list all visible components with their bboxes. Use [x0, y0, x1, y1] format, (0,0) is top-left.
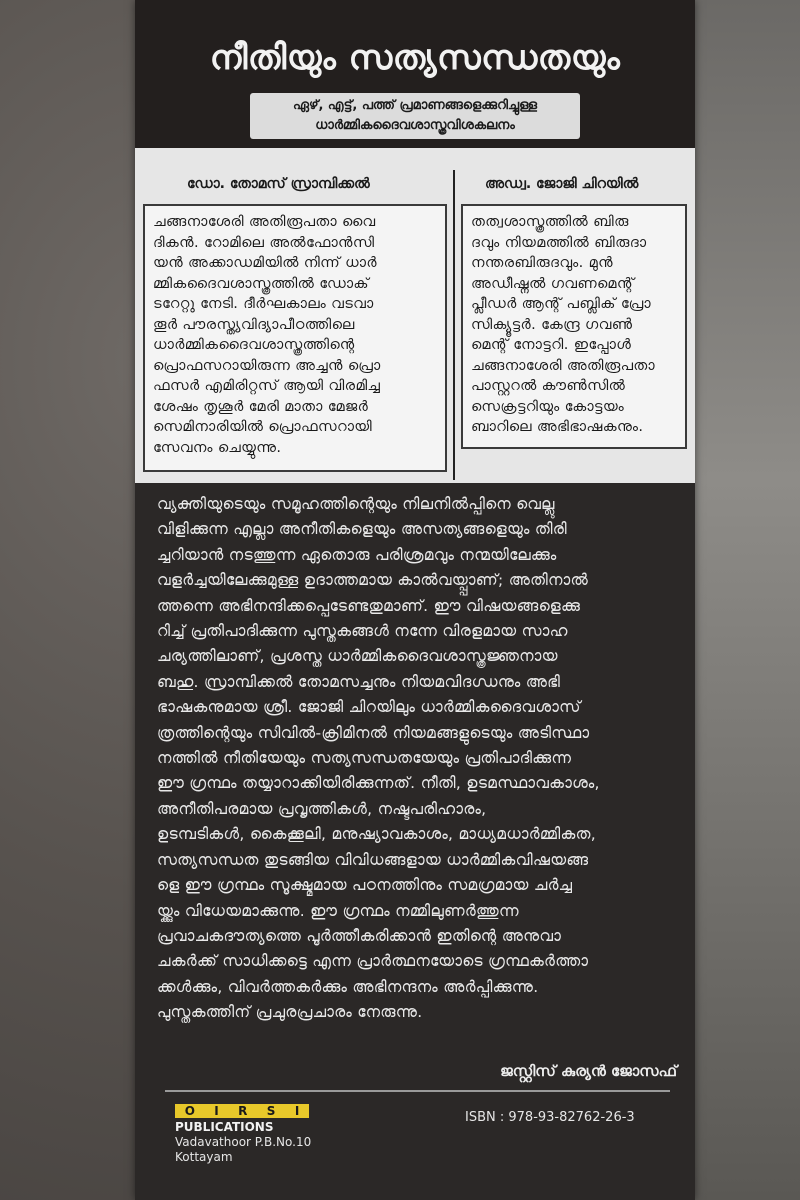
- cover-header: [135, 0, 695, 148]
- subtitle-line: ഏഴ്, എട്ട്, പത്ത് പ്രമാണങ്ങളെക്കുറിച്ചുള്ള: [292, 98, 538, 113]
- bio-line: തത്വശാസ്ത്രത്തിൽ ബിരു: [471, 214, 629, 230]
- bio-line: സെക്രട്ടറിയും കോട്ടയം: [471, 398, 625, 415]
- foreword-line: ച്ചറിയാൻ നടത്തുന്ന ഏതൊരു പരിശ്രമവും നന്മയിലേക്കും: [157, 545, 557, 564]
- bio-line: പ്രൊഫസറായിരുന്ന അച്ചൻ പ്രൊ: [153, 357, 381, 374]
- publisher-address-line: Kottayam: [175, 1150, 233, 1164]
- foreword-line: വ്യക്തിയുടെയും സമൂഹത്തിന്റെയും നിലനിൽപ്പിനെ വെല്ലു: [157, 495, 555, 513]
- foreword-line: പുസ്തകത്തിന് പ്രചുരപ്രചാരം നേരുന്നു.: [157, 1003, 423, 1022]
- foreword-line: ഭാഷകനുമായ ശ്രീ. ജോജി ചിറയിലും ധാർമ്മികദൈവശാസ്: [157, 698, 581, 717]
- foreword-line: അനീതിപരമായ പ്രവൃത്തികൾ, നഷ്ടപരിഹാരം,: [157, 799, 487, 818]
- foreword-line: പ്രവാചകദൗത്യത്തെ പൂർത്തീകരിക്കാൻ ഇതിന്റെ അനുവാ: [157, 926, 562, 945]
- subtitle-line: ധാർമ്മികദൈവശാസ്ത്രവിശകലനം: [315, 118, 515, 133]
- foreword-line: ളെ ഈ ഗ്രന്ഥം സൂക്ഷ്മമായ പഠനത്തിനും സമഗ്രമായ ചർച്ച: [157, 876, 573, 895]
- bio-line: ദികൻ. റോമിലെ അൽഫോൻസി: [153, 234, 375, 251]
- isbn: [465, 1110, 635, 1125]
- foreword-line: ത്തന്നെ അഭിനന്ദിക്കപ്പെടേണ്ടതുമാണ്. ഈ വിഷയങ്ങളെക്കു: [157, 596, 581, 615]
- foreword-signature: ജസ്റ്റിസ് കുര്യൻ ജോസഫ്: [500, 1062, 677, 1080]
- bio-line: ശേഷം തൃശൂർ മേരി മാതാ മേജർ: [153, 398, 369, 415]
- bio-line: ദവും നിയമത്തിൽ ബിരുദാ: [471, 234, 647, 251]
- foreword-line: വളർച്ചയിലേക്കുമുള്ള ഉദാത്തമായ കാൽവയ്പ്പാണ്; അതിനാൽ: [157, 571, 589, 590]
- author-bio-box: [461, 204, 687, 449]
- bio-line: മെന്റ് നോട്ടറി. ഇപ്പോൾ: [471, 337, 632, 353]
- bio-line: യൻ അക്കാഡമിയിൽ നിന്ന് ധാർ: [153, 255, 377, 271]
- authors-panel: [135, 148, 695, 483]
- bio-line: സെമിനാരിയിൽ പ്രൊഫസറായി: [153, 419, 373, 435]
- author-name: ഡോ. തോമസ് സ്രാമ്പിക്കൽ: [187, 176, 370, 192]
- bio-line: ധാർമ്മികദൈവശാസ്ത്രത്തിന്റെ: [153, 337, 355, 353]
- publisher-address-line: Vadavathoor P.B.No.10: [175, 1135, 312, 1149]
- background-surface: [690, 0, 800, 1200]
- book-back-cover: [135, 0, 695, 1200]
- foreword-line: ഉടമ്പടികൾ, കൈക്കൂലി, മനുഷ്യാവകാശം, മാധ്യമധാർമ്മികത,: [157, 825, 596, 844]
- foreword-line: ത്രത്തിന്റെയും സിവിൽ-ക്രിമിനൽ നിയമങ്ങളുടെയും അടിസ്ഥാ: [157, 723, 590, 742]
- bio-line: ചങ്ങനാശേരി അതിരൂപതാ: [471, 357, 655, 374]
- column-divider: [453, 170, 455, 480]
- foreword-line: വിളിക്കുന്ന എല്ലാ അനീതികളെയും അസത്യങ്ങളെയും തിരി: [157, 520, 567, 539]
- foreword-line: നത്തിൽ നീതിയേയും സത്യസന്ധതയേയും പ്രതിപാദിക്കുന്ന: [157, 749, 572, 768]
- foreword-line: ചകർക്ക് സാധിക്കട്ടെ എന്ന പ്രാർത്ഥനയോടെ ഗ്രന്ഥകർത്താ: [157, 952, 589, 971]
- bio-line: തൂർ പൗരസ്ത്യവിദ്യാപീഠത്തിലെ: [153, 316, 355, 333]
- foreword-line: ഈ ഗ്രന്ഥം തയ്യാറാക്കിയിരിക്കുന്നത്. നീതി, ഉടമസ്ഥാവകാശം,: [157, 774, 600, 793]
- bio-line: ബാറിലെ അഭിഭാഷകനും.: [471, 419, 644, 435]
- subtitle-box: [250, 93, 580, 139]
- bio-line: അഡീഷ്നൽ ഗവണമെന്റ്: [471, 275, 635, 292]
- foreword-line: ചര്യത്തിലാണ്, പ്രശസ്ത ധാർമ്മികദൈവശാസ്ത്രജ്ഞനായ: [157, 647, 558, 666]
- bio-line: മ്മികദൈവശാസ്ത്രത്തിൽ ഡോക്: [153, 275, 369, 292]
- bio-line: ടറേറ്റു നേടി. ദീർഘകാലം വടവാ: [153, 296, 374, 312]
- isbn-number: : 978-93-82762-26-3: [499, 1110, 635, 1125]
- logo-letter: I: [294, 1104, 300, 1118]
- publisher-logo: [175, 1104, 309, 1118]
- logo-letter: S: [266, 1104, 276, 1118]
- bio-line: പ്ലീഡർ ആന്റ് പബ്ലിക് പ്രോ: [471, 296, 651, 312]
- bio-line: ഫസർ എമിരിറ്റസ് ആയി വിരമിച്ച: [153, 378, 381, 394]
- foreword-line: ക്കൾക്കും, വിവർത്തകർക്കും അഭിനന്ദനം അർപ്പിക്കുന്നു.: [157, 977, 539, 996]
- footer-divider: [165, 1090, 670, 1092]
- foreword-line: ബഹു. സ്രാമ്പിക്കൽ തോമസച്ചനും നിയമവിദഗ്ധനും അഭി: [157, 672, 561, 691]
- foreword-line: യ്ക്കും വിധേയമാക്കുന്നു. ഈ ഗ്രന്ഥം നമ്മിലുണർത്തുന്ന: [157, 901, 519, 920]
- book-title: നീതിയും സത്യസന്ധതയും: [209, 38, 621, 78]
- publisher-name: PUBLICATIONS: [175, 1120, 274, 1134]
- logo-letter: O: [184, 1104, 195, 1118]
- foreword-text: [157, 492, 677, 1026]
- author-bio-box: [143, 204, 447, 472]
- bio-line: നന്തരബിരുദവും. മുൻ: [471, 255, 613, 271]
- logo-letter: R: [238, 1104, 248, 1118]
- isbn-label: ISBN: [465, 1110, 496, 1125]
- bio-line: ചങ്ങനാശേരി അതിരൂപതാ വൈ: [153, 214, 376, 230]
- foreword-line: സത്യസന്ധത തുടങ്ങിയ വിവിധങ്ങളായ ധാർമ്മികവിഷയങ്ങ: [157, 850, 589, 869]
- logo-letter: I: [214, 1104, 219, 1118]
- foreword-line: റിച്ച് പ്രതിപാദിക്കുന്ന പുസ്തകങ്ങൾ നന്നേ വിരളമായ സാഹ: [157, 622, 568, 641]
- bio-line: സിക്യൂട്ടർ. കേന്ദ്ര ഗവൺ: [471, 316, 633, 333]
- bio-line: പാസ്റ്ററൽ കൗൺസിൽ: [471, 378, 626, 394]
- author-name: അഡ്വ. ജോജി ചിറയിൽ: [485, 176, 639, 192]
- bio-line: സേവനം ചെയ്യുന്നു.: [153, 439, 282, 456]
